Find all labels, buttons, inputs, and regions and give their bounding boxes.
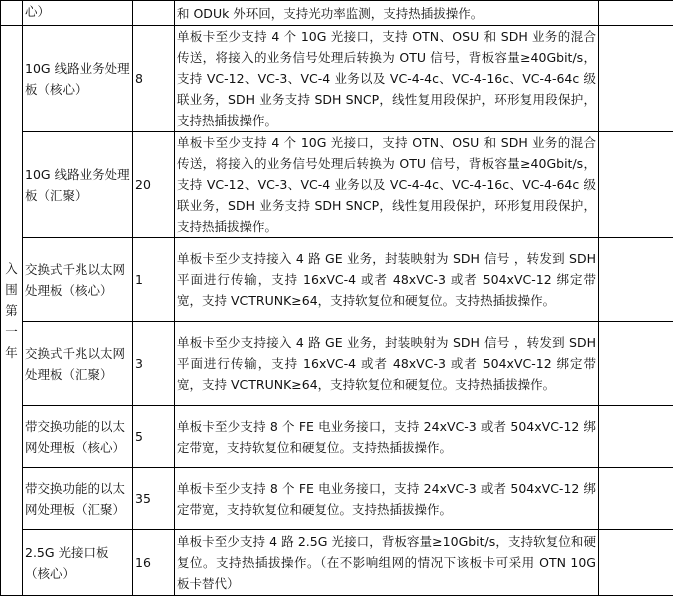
table-row <box>1 238 673 322</box>
row-desc-continued: 和 ODUk 外环回，支持光功率监测，支持热插拔操作。 <box>175 1 599 26</box>
row-tail <box>599 530 673 596</box>
row-tail <box>599 406 673 468</box>
group-cell-top <box>1 1 23 26</box>
group-label: 入围第一年 <box>5 258 19 363</box>
row-tail <box>599 26 673 132</box>
row-qty: 3 <box>133 322 175 406</box>
row-name: 2.5G 光接口板（核心） <box>23 530 133 596</box>
table-row <box>1 26 673 132</box>
row-desc: 单板卡至少支持 8 个 FE 电业务接口，支持 24xVC-3 或者 504xVC-12 绑定带宽，支持软复位和硬复位。支持热插拔操作。 <box>175 468 599 530</box>
row-tail <box>599 238 673 322</box>
table-row <box>1 468 673 530</box>
row-tail <box>599 322 673 406</box>
row-name: 带交换功能的以太网处理板（汇聚） <box>23 468 133 530</box>
row-name-continued: 心） <box>23 1 133 26</box>
row-name: 交换式千兆以太网处理板（汇聚） <box>23 322 133 406</box>
row-tail-continued <box>599 1 673 26</box>
row-desc: 单板卡至少支持 8 个 FE 电业务接口，支持 24xVC-3 或者 504xVC-12 绑定带宽，支持软复位和硬复位。支持热插拔操作。 <box>175 406 599 468</box>
row-qty: 8 <box>133 26 175 132</box>
table-row <box>1 322 673 406</box>
row-name: 10G 线路业务处理板（核心） <box>23 26 133 132</box>
table-row-continued <box>1 1 673 26</box>
row-name: 带交换功能的以太网处理板（核心） <box>23 406 133 468</box>
group-label-cell <box>1 26 23 596</box>
row-tail <box>599 468 673 530</box>
row-qty: 20 <box>133 132 175 238</box>
table-row <box>1 132 673 238</box>
row-name: 交换式千兆以太网处理板（核心） <box>23 238 133 322</box>
row-qty-continued <box>133 1 175 26</box>
row-qty: 35 <box>133 468 175 530</box>
row-name: 10G 线路业务处理板（汇聚） <box>23 132 133 238</box>
row-qty: 1 <box>133 238 175 322</box>
row-desc: 单板卡至少支持 4 路 2.5G 光接口，背板容量≥10Gbit/s，支持软复位和硬复位。支持热插拔操作。（在不影响组网的情况下该板卡可采用 OTN 10G 板卡替代） <box>175 530 599 596</box>
row-desc: 单板卡至少支持接入 4 路 GE 业务，封装映射为 SDH 信号 ，转发到 SDH 平面进行传输，支持 16xVC-4 或者 48xVC-3 或者 504xVC-12 绑定带宽，支持 VCTRUNK≥64，支持软复位和硬复位。支持热插拔操作。 <box>175 322 599 406</box>
row-qty: 5 <box>133 406 175 468</box>
row-qty: 16 <box>133 530 175 596</box>
row-desc: 单板卡至少支持 4 个 10G 光接口，支持 OTN、OSU 和 SDH 业务的混合传送，将接入的业务信号处理后转换为 OTU 信号，背板容量≥40Gbit/s，支持 VC-12、VC-3、VC-4 业务以及 VC-4-4c、VC-4-16c、VC-4-64c 级联业务，SDH 业务支持 SDH SNCP，线性复用段保护，环形复用段保护，支持热插拔操作。 <box>175 26 599 132</box>
table-row <box>1 406 673 468</box>
row-desc: 单板卡至少支持接入 4 路 GE 业务，封装映射为 SDH 信号 ，转发到 SDH 平面进行传输，支持 16xVC-4 或者 48xVC-3 或者 504xVC-12 绑定带宽，支持 VCTRUNK≥64，支持软复位和硬复位。支持热插拔操作。 <box>175 238 599 322</box>
table-row <box>1 530 673 596</box>
row-tail <box>599 132 673 238</box>
row-desc: 单板卡至少支持 4 个 10G 光接口，支持 OTN、OSU 和 SDH 业务的混合传送，将接入的业务信号处理后转换为 OTU 信号，背板容量≥40Gbit/s，支持 VC-12、VC-3、VC-4 业务以及 VC-4-4c、VC-4-16c、VC-4-64c 级联业务，SDH 业务支持 SDH SNCP，线性复用段保护，环形复用段保护，支持热插拔操作。 <box>175 132 599 238</box>
